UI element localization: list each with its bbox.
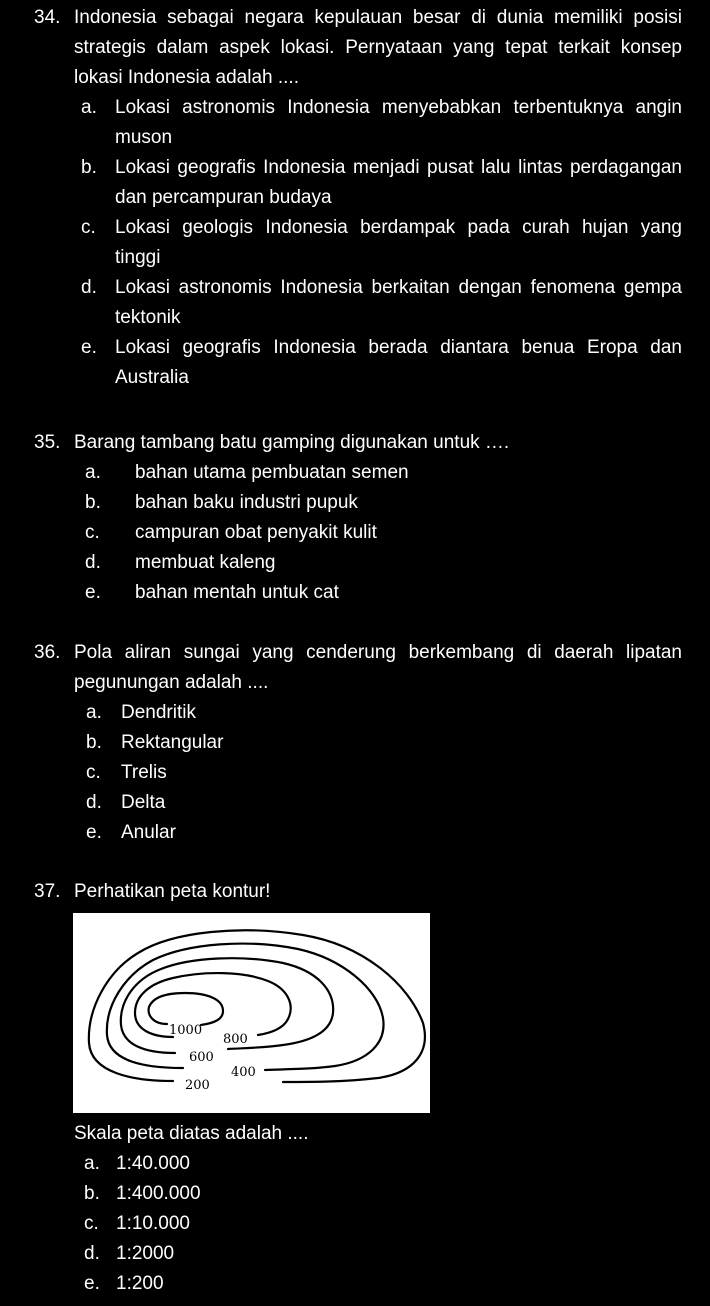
option-text: Anular [121,822,176,843]
option-text: Rektangular [121,732,224,753]
question-number: 36. [34,642,61,663]
question-36-stem [0,638,710,698]
option-a[interactable] [0,1149,710,1179]
question-35 [0,428,710,608]
question-text: Pola aliran sungai yang cenderung berkembang di daerah lipatan pegunungan adalah .... [74,642,682,693]
contour-map-drawing [73,913,430,1113]
option-a[interactable] [0,698,710,728]
question-34-stem [0,3,710,93]
option-d[interactable] [0,788,710,818]
option-e[interactable] [0,333,710,393]
question-37 [0,877,710,907]
option-letter: d. [81,277,97,298]
option-text: Lokasi astronomis Indonesia berkaitan dengan fenomena gempa tektonik [115,277,682,328]
question-text: Barang tambang batu gamping digunakan untuk …. [74,432,510,453]
option-e[interactable] [0,578,710,608]
option-text: 1:40.000 [116,1153,190,1174]
contour-line-800 [135,973,291,1037]
option-c[interactable] [0,213,710,273]
question-35-stem [0,428,710,458]
question-36 [0,638,710,848]
option-text: membuat kaleng [135,552,276,573]
question-text: Indonesia sebagai negara kepulauan besar di dunia memiliki posisi strategis dalam aspek lokasi. Pernyataan yang tepat terkait konsep lokasi Indonesia adalah .... [74,7,682,88]
option-letter: e. [86,822,102,843]
option-text: Lokasi geografis Indonesia berada diantara benua Eropa dan Australia [115,337,682,388]
contour-map [73,913,430,1113]
contour-label-600: 600 [189,1050,214,1065]
option-text: Lokasi astronomis Indonesia menyebabkan terbentuknya angin muson [115,97,682,148]
option-letter: b. [81,157,97,178]
option-a[interactable] [0,93,710,153]
option-text: 1:400.000 [116,1183,201,1204]
option-text: Lokasi geologis Indonesia berdampak pada curah hujan yang tinggi [115,217,682,268]
option-text: bahan mentah untuk cat [135,582,339,603]
option-a[interactable] [0,458,710,488]
option-letter: c. [81,217,96,238]
option-e[interactable] [0,1269,710,1299]
question-37-stem [0,877,710,907]
option-letter: e. [81,337,97,358]
contour-line-200 [89,930,425,1082]
option-text: Dendritik [121,702,196,723]
option-text: Trelis [121,762,167,783]
contour-label-1000: 1000 [169,1023,203,1038]
option-b[interactable] [0,153,710,213]
contour-label-400: 400 [231,1065,256,1080]
question-37-subtext [0,1119,710,1149]
question-subtext: Skala peta diatas adalah .... [74,1123,309,1144]
option-letter: c. [86,762,101,783]
option-c[interactable] [0,518,710,548]
option-letter: c. [85,522,100,543]
question-number: 37. [34,881,61,902]
option-letter: a. [86,702,102,723]
option-d[interactable] [0,273,710,333]
question-number: 34. [34,7,61,28]
option-e[interactable] [0,818,710,848]
option-text: bahan baku industri pupuk [135,492,358,513]
option-c[interactable] [0,758,710,788]
contour-line-1000 [149,993,223,1025]
option-letter: c. [84,1213,99,1234]
option-letter: d. [85,552,101,573]
option-text: campuran obat penyakit kulit [135,522,377,543]
option-letter: e. [85,582,101,603]
option-letter: b. [84,1183,100,1204]
question-34 [0,3,710,393]
option-b[interactable] [0,488,710,518]
option-text: 1:200 [116,1273,164,1294]
contour-label-200: 200 [185,1078,210,1093]
option-letter: d. [86,792,102,813]
contour-label-800: 800 [223,1032,248,1047]
option-letter: a. [84,1153,100,1174]
option-c[interactable] [0,1209,710,1239]
option-b[interactable] [0,728,710,758]
question-number: 35. [34,432,61,453]
question-text: Perhatikan peta kontur! [74,881,271,902]
question-37-options [0,1119,710,1299]
option-letter: b. [85,492,101,513]
option-text: 1:2000 [116,1243,175,1264]
option-letter: d. [84,1243,100,1264]
option-text: Delta [121,792,166,813]
option-letter: e. [84,1273,100,1294]
option-letter: b. [86,732,102,753]
option-d[interactable] [0,548,710,578]
option-text: Lokasi geografis Indonesia menjadi pusat lalu lintas perdagangan dan percampuran budaya [115,157,682,208]
option-letter: a. [81,97,97,118]
option-text: bahan utama pembuatan semen [135,462,409,483]
option-d[interactable] [0,1239,710,1269]
option-letter: a. [85,462,101,483]
option-text: 1:10.000 [116,1213,190,1234]
option-b[interactable] [0,1179,710,1209]
